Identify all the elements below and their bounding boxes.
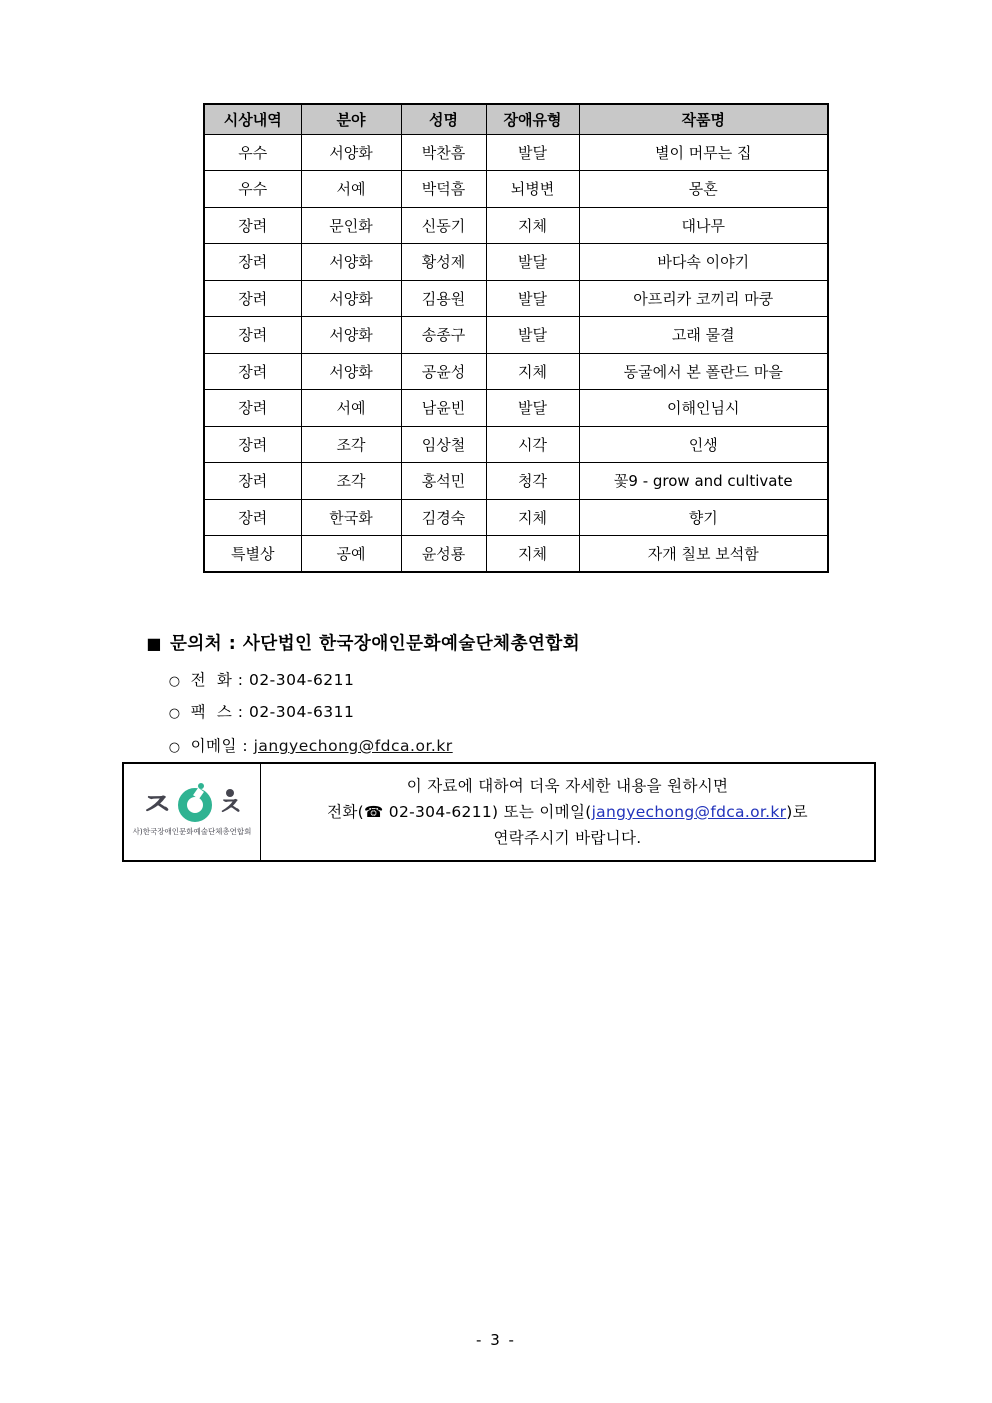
table-cell: 이해인님시 [579,390,828,427]
table-row [204,280,828,317]
table-row [204,134,828,171]
table-cell: 문인화 [301,207,401,244]
table-cell: 장려 [204,426,301,463]
info-box-text [261,764,874,860]
page-number: - 3 - [476,1331,516,1349]
table-cell: 지체 [486,207,579,244]
table-cell: 조각 [301,426,401,463]
table-row [204,463,828,500]
table-cell: 박덕흠 [401,171,486,208]
contact-email-label: 이메일 : [190,737,254,755]
table-cell: 홍석민 [401,463,486,500]
table-cell: 조각 [301,463,401,500]
table-cell: 장려 [204,317,301,354]
table-cell: 지체 [486,353,579,390]
info-line-2-suffix: )로 [786,803,808,821]
table-cell: 김경숙 [401,499,486,536]
table-cell: 장려 [204,244,301,281]
table-cell: 서양화 [301,244,401,281]
table-cell: 아프리카 코끼리 마쿵 [579,280,828,317]
table-cell: 동굴에서 본 폴란드 마을 [579,353,828,390]
table-cell: 우수 [204,171,301,208]
table-header-cell: 시상내역 [204,104,301,134]
table-cell: 신동기 [401,207,486,244]
table-cell: 대나무 [579,207,828,244]
table-cell: 바다속 이야기 [579,244,828,281]
table-header-cell: 성명 [401,104,486,134]
table-cell: 서예 [301,171,401,208]
contact-fax-value: 02-304-6311 [248,703,355,721]
contact-heading-text: 문의처 : 사단법인 한국장애인문화예술단체총연합회 [170,634,581,654]
logo-person-body: ㅈ [217,791,244,823]
table-cell: 장려 [204,353,301,390]
square-bullet-icon: ■ [146,634,162,653]
awards-table [203,103,829,573]
table-cell: 시각 [486,426,579,463]
awards-table-body [204,134,828,572]
table-cell: 청각 [486,463,579,500]
table-header-cell: 작품명 [579,104,828,134]
circle-bullet-icon: ○ [168,740,181,755]
table-row [204,207,828,244]
table-cell: 우수 [204,134,301,171]
table-cell: 김용원 [401,280,486,317]
table-cell: 꽃9 - grow and cultivate [579,463,828,500]
table-cell: 몽혼 [579,171,828,208]
logo-jieut-glyph: ㅈ [140,785,174,824]
table-row [204,317,828,354]
table-cell: 장려 [204,390,301,427]
table-cell: 남윤빈 [401,390,486,427]
table-row [204,426,828,463]
table-cell: 임상철 [401,426,486,463]
table-cell: 장려 [204,207,301,244]
organization-logo [124,764,261,860]
info-line-2 [327,799,808,825]
table-cell: 공예 [301,536,401,573]
table-cell: 별이 머무는 집 [579,134,828,171]
table-cell: 서양화 [301,317,401,354]
contact-phone-value: 02-304-6211 [248,671,355,689]
contact-email-link[interactable]: jangyechong@fdca.or.kr [253,737,453,755]
table-cell: 송종구 [401,317,486,354]
table-cell: 자개 칠보 보석함 [579,536,828,573]
table-cell: 윤성룡 [401,536,486,573]
table-cell: 공윤성 [401,353,486,390]
table-cell: 뇌병변 [486,171,579,208]
circle-bullet-icon: ○ [168,706,181,721]
table-cell: 박찬흠 [401,134,486,171]
info-box [122,762,876,862]
table-cell: 발달 [486,390,579,427]
table-row [204,499,828,536]
table-header-cell: 장애유형 [486,104,579,134]
logo-glyphs [140,785,244,824]
table-cell: 지체 [486,536,579,573]
table-cell: 지체 [486,499,579,536]
info-line-3: 연락주시기 바랍니다. [493,829,642,847]
table-header-row [204,104,828,134]
table-cell: 장려 [204,499,301,536]
logo-person-icon [217,789,243,821]
table-cell: 발달 [486,280,579,317]
contact-phone-label: 전 화 : [190,671,249,689]
table-cell: 황성제 [401,244,486,281]
table-cell: 서양화 [301,353,401,390]
table-cell: 서양화 [301,134,401,171]
table-cell: 고래 물결 [579,317,828,354]
table-cell: 발달 [486,317,579,354]
circle-bullet-icon: ○ [168,674,181,689]
table-row [204,390,828,427]
logo-ring-icon [178,788,212,822]
table-cell: 인생 [579,426,828,463]
table-cell: 발달 [486,244,579,281]
table-cell: 서양화 [301,280,401,317]
table-row [204,353,828,390]
info-line-1: 이 자료에 대하여 더욱 자세한 내용을 원하시면 [406,777,729,795]
logo-caption: 사)한국장애인문화예술단체총연합회 [132,826,252,836]
table-header-cell: 분야 [301,104,401,134]
table-cell: 서예 [301,390,401,427]
table-cell: 장려 [204,280,301,317]
table-row [204,536,828,573]
table-cell: 특별상 [204,536,301,573]
table-cell: 한국화 [301,499,401,536]
table-cell: 발달 [486,134,579,171]
info-email-link[interactable]: jangyechong@fdca.or.kr [591,803,787,821]
table-cell: 향기 [579,499,828,536]
info-line-2-prefix: 전화(☎ 02-304-6211) 또는 이메일( [327,803,592,821]
table-row [204,244,828,281]
contact-fax-label: 팩 스 : [190,703,249,721]
table-row [204,171,828,208]
table-cell: 장려 [204,463,301,500]
